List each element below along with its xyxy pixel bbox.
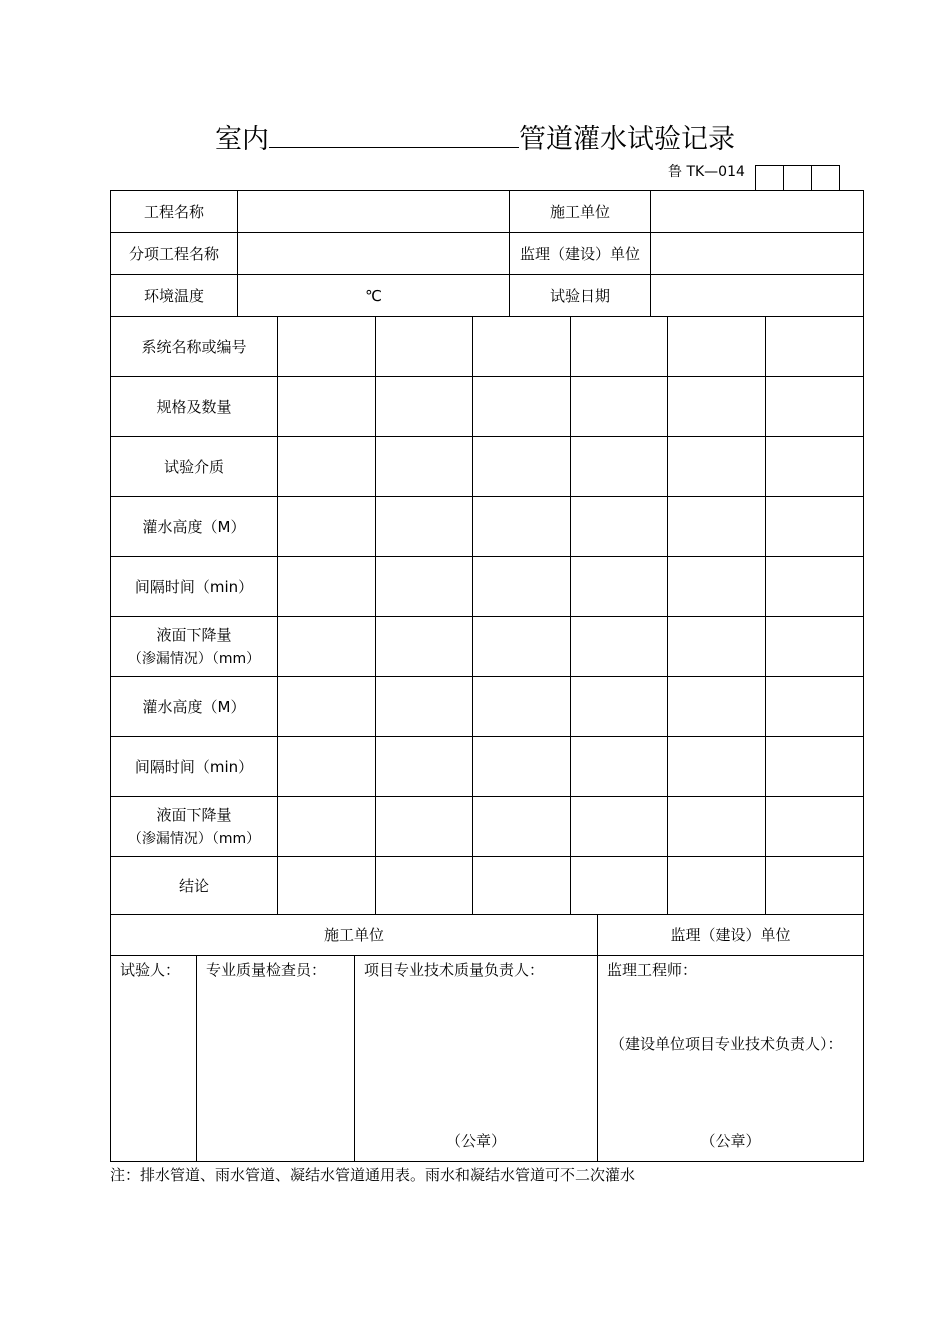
supervision-unit-field[interactable] [651,233,864,275]
data-cell[interactable] [766,737,864,797]
data-cell[interactable] [668,737,766,797]
data-cell[interactable] [668,497,766,557]
data-cell[interactable] [376,317,473,377]
data-cell[interactable] [376,677,473,737]
seal-label: （公章） [700,1132,761,1150]
data-cell[interactable] [473,797,571,857]
tester-label: 试验人： [120,961,181,979]
data-cell[interactable] [473,737,571,797]
data-cell[interactable] [766,497,864,557]
tech-lead-label: 项目专业技术质量负责人： [364,961,545,979]
level-drop-line1: 液面下降量 [156,805,232,824]
data-cell[interactable] [766,317,864,377]
data-cell[interactable] [766,437,864,497]
data-cell[interactable] [376,737,473,797]
data-cell[interactable] [473,317,571,377]
supervisor-label: 监理工程师： [607,961,698,979]
test-date-field[interactable] [651,275,864,317]
title-suffix: 管道灌水试验记录 [519,124,735,155]
code-boxes [755,165,840,190]
tech-lead-cell[interactable] [355,956,598,1162]
data-cell[interactable] [571,437,668,497]
data-cell[interactable] [668,617,766,677]
owner-tech-lead-label: （建设单位项目专业技术负责人）： [610,1035,843,1053]
data-cell[interactable] [376,857,473,915]
data-cell[interactable] [571,737,668,797]
form-code: 鲁 TK—014 [668,164,745,180]
data-cell[interactable] [571,617,668,677]
data-cell[interactable] [376,617,473,677]
data-cell[interactable] [571,677,668,737]
table-row [111,617,864,677]
page-title [0,120,950,160]
table-row [111,377,864,437]
data-cell[interactable] [571,857,668,915]
level-drop-line2: （渗漏情况）（mm） [127,650,261,667]
supervision-unit-label: 监理（建设）单位 [510,233,651,275]
construction-unit-field[interactable] [651,191,864,233]
quality-inspector-label: 专业质量检查员： [206,961,327,979]
spec-qty-label: 规格及数量 [111,377,278,437]
data-cell[interactable] [473,677,571,737]
conclusion-label: 结论 [111,857,278,915]
test-date-label: 试验日期 [510,275,651,317]
data-cell[interactable] [766,557,864,617]
data-cell[interactable] [473,437,571,497]
data-cell[interactable] [473,497,571,557]
table-row [111,317,864,377]
data-cell[interactable] [668,677,766,737]
code-box[interactable] [755,165,784,190]
data-cell[interactable] [278,737,376,797]
data-cell[interactable] [278,437,376,497]
level-drop-label [111,617,278,677]
table-row [111,437,864,497]
data-cell[interactable] [278,617,376,677]
data-cell[interactable] [278,797,376,857]
data-cell[interactable] [278,377,376,437]
env-temp-label: 环境温度 [111,275,238,317]
data-cell[interactable] [376,797,473,857]
construction-unit-label: 施工单位 [510,191,651,233]
table-row [111,737,864,797]
data-cell[interactable] [376,437,473,497]
level-drop-line2: （渗漏情况）（mm） [127,830,261,847]
data-cell[interactable] [376,557,473,617]
system-name-label: 系统名称或编号 [111,317,278,377]
project-name-label: 工程名称 [111,191,238,233]
data-cell[interactable] [571,497,668,557]
title-prefix: 室内 [215,124,269,155]
tester-cell[interactable] [111,956,197,1162]
data-cell[interactable] [571,797,668,857]
table-row [111,857,864,915]
fill-height-label: 灌水高度（M） [111,497,278,557]
quality-inspector-cell[interactable] [197,956,355,1162]
test-data-table [110,316,864,915]
data-cell[interactable] [668,317,766,377]
supervision-unit-header: 监理（建设）单位 [598,915,864,956]
data-cell[interactable] [571,317,668,377]
supervisor-cell[interactable] [598,956,864,1162]
table-row [111,497,864,557]
data-cell[interactable] [473,557,571,617]
data-cell[interactable] [278,857,376,915]
title-blank-line[interactable] [269,121,519,148]
level-drop-label-2 [111,797,278,857]
footnote: 注：排水管道、雨水管道、凝结水管道通用表。雨水和凝结水管道可不二次灌水 [110,1166,636,1184]
construction-unit-header: 施工单位 [111,915,598,956]
data-cell[interactable] [473,857,571,915]
table-row [111,797,864,857]
env-temp-field[interactable] [238,275,510,317]
level-drop-line1: 液面下降量 [156,625,232,644]
data-cell[interactable] [668,797,766,857]
table-row [111,677,864,737]
data-cell[interactable] [571,557,668,617]
project-name-field[interactable] [238,191,510,233]
data-cell[interactable] [473,377,571,437]
sub-project-label: 分项工程名称 [111,233,238,275]
data-cell[interactable] [571,377,668,437]
data-cell[interactable] [766,797,864,857]
sub-project-field[interactable] [238,233,510,275]
code-box[interactable] [783,165,812,190]
signature-table [110,914,864,1162]
data-cell[interactable] [766,677,864,737]
seal-label: （公章） [446,1132,507,1150]
temp-unit: ℃ [365,286,382,305]
data-cell[interactable] [668,377,766,437]
data-cell[interactable] [278,677,376,737]
header-table [110,190,864,317]
fill-height-label-2: 灌水高度（M） [111,677,278,737]
data-cell[interactable] [278,557,376,617]
data-cell[interactable] [376,377,473,437]
data-cell[interactable] [668,557,766,617]
interval-label-2: 间隔时间（min） [111,737,278,797]
medium-label: 试验介质 [111,437,278,497]
data-cell[interactable] [766,377,864,437]
data-cell[interactable] [278,317,376,377]
data-cell[interactable] [278,497,376,557]
data-cell[interactable] [668,437,766,497]
data-cell[interactable] [473,617,571,677]
table-row [111,557,864,617]
data-cell[interactable] [766,617,864,677]
interval-label: 间隔时间（min） [111,557,278,617]
code-box[interactable] [811,165,840,190]
data-cell[interactable] [766,857,864,915]
data-cell[interactable] [668,857,766,915]
data-cell[interactable] [376,497,473,557]
